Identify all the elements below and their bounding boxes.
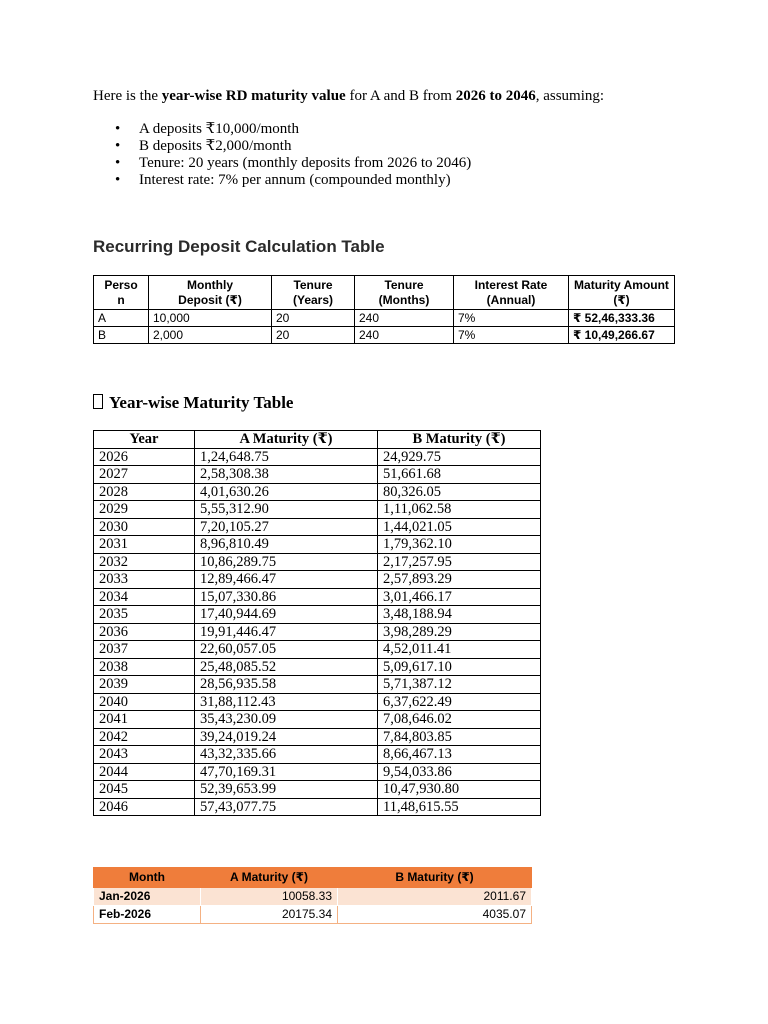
column-header: Tenure (Years) <box>272 276 355 310</box>
table-row <box>94 641 541 659</box>
table-cell: 2034 <box>94 588 195 606</box>
table-cell: 7,20,105.27 <box>195 518 378 536</box>
list-item: • B deposits ₹2,000/month <box>93 138 471 155</box>
intro-text: Here is the <box>93 88 162 104</box>
table-cell: 2037 <box>94 641 195 659</box>
table-cell: 3,01,466.17 <box>378 588 541 606</box>
column-header: Month <box>94 868 201 888</box>
table-cell: 15,07,330.86 <box>195 588 378 606</box>
table-cell: 20 <box>272 310 355 327</box>
table-cell: 7% <box>454 310 569 327</box>
column-header: Maturity Amount (₹) <box>569 276 675 310</box>
table-row <box>94 711 541 729</box>
table-cell: 57,43,077.75 <box>195 798 378 816</box>
yearwise-title-text: Year-wise Maturity Table <box>109 393 294 412</box>
table-cell: 2036 <box>94 623 195 641</box>
table-row <box>94 888 532 906</box>
table-cell: 1,44,021.05 <box>378 518 541 536</box>
table-cell: 2033 <box>94 571 195 589</box>
table-cell: 17,40,944.69 <box>195 606 378 624</box>
table-cell: Jan-2026 <box>94 888 201 906</box>
intro-bold-years: 2026 to 2046 <box>455 88 536 104</box>
table-row <box>94 448 541 466</box>
table-row <box>94 798 541 816</box>
table-cell: 2039 <box>94 676 195 694</box>
table-cell: 2029 <box>94 501 195 519</box>
table-cell: 51,661.68 <box>378 466 541 484</box>
table-row <box>94 693 541 711</box>
table-cell: 52,39,653.99 <box>195 781 378 799</box>
table-cell: ₹ 52,46,333.36 <box>569 310 675 327</box>
table-cell: 2028 <box>94 483 195 501</box>
table-cell: 2,58,308.38 <box>195 466 378 484</box>
table-row <box>94 676 541 694</box>
table-row <box>94 658 541 676</box>
table-cell: 10,86,289.75 <box>195 553 378 571</box>
intro-text: for A and B from <box>345 88 456 104</box>
column-header: Monthly Deposit (₹) <box>149 276 272 310</box>
table-cell: 2031 <box>94 536 195 554</box>
table-row <box>94 310 675 327</box>
table-cell: 35,43,230.09 <box>195 711 378 729</box>
table-cell: 80,326.05 <box>378 483 541 501</box>
table-cell: 22,60,057.05 <box>195 641 378 659</box>
table-cell: 7,08,646.02 <box>378 711 541 729</box>
column-header: Tenure (Months) <box>355 276 454 310</box>
missing-glyph-icon <box>93 394 103 409</box>
table-header-row <box>94 431 541 449</box>
table-cell: 4035.07 <box>338 906 532 924</box>
column-header: Year <box>94 431 195 449</box>
rd-section-title: Recurring Deposit Calculation Table <box>93 237 385 256</box>
column-header: Perso n <box>94 276 149 310</box>
table-cell: 12,89,466.47 <box>195 571 378 589</box>
table-cell: 7% <box>454 327 569 344</box>
table-cell: 11,48,615.55 <box>378 798 541 816</box>
table-cell: 5,55,312.90 <box>195 501 378 519</box>
monthly-maturity-table <box>93 867 532 924</box>
table-cell: 25,48,085.52 <box>195 658 378 676</box>
column-header: A Maturity (₹) <box>195 431 378 449</box>
table-row <box>94 588 541 606</box>
table-cell: 39,24,019.24 <box>195 728 378 746</box>
table-cell: 5,71,387.12 <box>378 676 541 694</box>
table-cell: 2046 <box>94 798 195 816</box>
rd-calculation-table <box>93 275 675 344</box>
table-cell: 2,000 <box>149 327 272 344</box>
column-header: Interest Rate (Annual) <box>454 276 569 310</box>
table-row <box>94 728 541 746</box>
table-row <box>94 623 541 641</box>
table-header-row <box>94 276 675 310</box>
table-row <box>94 763 541 781</box>
table-cell: 9,54,033.86 <box>378 763 541 781</box>
table-cell: 2,57,893.29 <box>378 571 541 589</box>
intro-bold-phrase: year-wise RD maturity value <box>161 88 346 104</box>
table-cell: 10,47,930.80 <box>378 781 541 799</box>
column-header: A Maturity (₹) <box>201 868 338 888</box>
table-row <box>94 483 541 501</box>
column-header: B Maturity (₹) <box>378 431 541 449</box>
table-cell: 5,09,617.10 <box>378 658 541 676</box>
intro-paragraph <box>93 87 604 106</box>
column-header: B Maturity (₹) <box>338 868 532 888</box>
table-cell: 7,84,803.85 <box>378 728 541 746</box>
table-cell: 47,70,169.31 <box>195 763 378 781</box>
table-row <box>94 466 541 484</box>
table-cell: 2,17,257.95 <box>378 553 541 571</box>
list-item: • A deposits ₹10,000/month <box>93 121 471 138</box>
table-cell: 10,000 <box>149 310 272 327</box>
table-cell: 20175.34 <box>201 906 338 924</box>
table-cell: 43,32,335.66 <box>195 746 378 764</box>
table-cell: ₹ 10,49,266.67 <box>569 327 675 344</box>
yearwise-maturity-table <box>93 430 541 816</box>
table-row <box>94 906 532 924</box>
table-cell: 240 <box>355 327 454 344</box>
list-item: • Tenure: 20 years (monthly deposits from 2026 to 2046) <box>93 155 471 172</box>
table-cell: 2030 <box>94 518 195 536</box>
table-cell: B <box>94 327 149 344</box>
table-cell: 28,56,935.58 <box>195 676 378 694</box>
table-cell: 3,48,188.94 <box>378 606 541 624</box>
table-cell: 10058.33 <box>201 888 338 906</box>
yearwise-section-title <box>93 393 293 413</box>
table-cell: A <box>94 310 149 327</box>
table-cell: 6,37,622.49 <box>378 693 541 711</box>
table-cell: 1,24,648.75 <box>195 448 378 466</box>
table-row <box>94 518 541 536</box>
table-cell: 8,66,467.13 <box>378 746 541 764</box>
table-cell: 2045 <box>94 781 195 799</box>
table-cell: 19,91,446.47 <box>195 623 378 641</box>
table-cell: 20 <box>272 327 355 344</box>
intro-text: , assuming: <box>535 88 605 104</box>
table-row <box>94 536 541 554</box>
table-row <box>94 571 541 589</box>
table-row <box>94 553 541 571</box>
list-item: • Interest rate: 7% per annum (compounded monthly) <box>93 172 471 189</box>
table-cell: 2038 <box>94 658 195 676</box>
table-cell: 2035 <box>94 606 195 624</box>
table-header-row <box>94 868 532 888</box>
table-row <box>94 746 541 764</box>
table-cell: 2043 <box>94 746 195 764</box>
table-cell: 24,929.75 <box>378 448 541 466</box>
table-cell: 4,01,630.26 <box>195 483 378 501</box>
table-row <box>94 501 541 519</box>
table-cell: 2044 <box>94 763 195 781</box>
table-cell: 240 <box>355 310 454 327</box>
table-cell: 2032 <box>94 553 195 571</box>
table-cell: Feb-2026 <box>94 906 201 924</box>
table-cell: 2040 <box>94 693 195 711</box>
table-row <box>94 327 675 344</box>
table-cell: 2026 <box>94 448 195 466</box>
table-row <box>94 606 541 624</box>
table-cell: 2011.67 <box>338 888 532 906</box>
table-cell: 2041 <box>94 711 195 729</box>
table-cell: 3,98,289.29 <box>378 623 541 641</box>
assumption-list <box>93 121 471 189</box>
table-cell: 8,96,810.49 <box>195 536 378 554</box>
table-cell: 4,52,011.41 <box>378 641 541 659</box>
table-row <box>94 781 541 799</box>
table-cell: 1,79,362.10 <box>378 536 541 554</box>
table-cell: 2027 <box>94 466 195 484</box>
table-cell: 2042 <box>94 728 195 746</box>
table-cell: 31,88,112.43 <box>195 693 378 711</box>
table-cell: 1,11,062.58 <box>378 501 541 519</box>
